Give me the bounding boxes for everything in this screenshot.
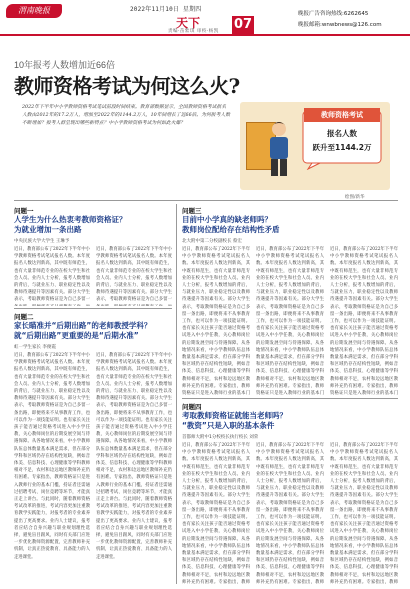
graphic-caption: 绘图/新华: [345, 195, 365, 200]
section-title: 天下: [176, 16, 201, 30]
q4-byline: 首都师大附中1分校校长执行校长 刘荣: [182, 435, 259, 440]
headline-lead: 2022年下半年中小学教师资格考试笔试前段时间结束。教育部数据显示，全国教师资格考试报名人数由2012年的17.2万人，增加至2022年的1144.2万人，10年间增长了近66倍。为何报考人数不断增加？报考人群呈现出哪些新特点？中小学教师资格考试为何如此火爆？: [22, 105, 230, 126]
graphic-title: 教师资格考试: [304, 108, 380, 122]
q4-body-col3: 近日，教育部公布了2022年下半年中小学教师资格考试笔试报名人数。本年度报名人数达到新高，其中既有师范生，也有大量非师范专业的在校大学生和社会人员。业内人士分析，报考人数增加的背后，与就业压力、职业稳定性以及教师待遇提升等因素有关。部分大学生表示，考取教师资格证是为自己多留一条出路，即便将来不从事教育工作，也可以作为一项技能证明。也有家长关注孩子能否通过资格考试进入中小学任教，关心教师岗位的后期发展空间与待遇保障。从各地情况来看，中小学教师队伍总体数量基本满足需求，但在部分学科和区域仍存在结构性短缺，例如音体美、信息科技、心理健康等学科教师相对不足，农村和边远地区教师补充仍有困难。专家指出，教师: [330, 443, 398, 584]
q3-body-col3: 近日，教育部公布了2022年下半年中小学教师资格考试笔试报名人数。本年度报名人数达到新高，其中既有师范生，也有大量非师范专业的在校大学生和社会人员。业内人士分析，报考人数增加的背后，与就业压力、职业稳定性以及教师待遇提升等因素有关。部分大学生表示，考取教师资格证是为自己多留一条出路，即便将来不从事教育工作，也可以作为一项技能证明。也有家长关注孩子能否通过资格考试进入中小学任教，关心教师岗位的后期发展空间与待遇保障。从各地情况来看，中小学教师队伍总体数量基本满足需求，但在部分学科和区域仍存在结构性短缺，例如音体美、信息科技、心理健康等学科教师相对不足，农村和边远地区教师补充仍有困难。专家指出，教师资格证只是进入教师行业的基本门: [330, 247, 398, 396]
q3-subtitle: 教师岗位配给存在结构性矛盾: [182, 225, 280, 234]
q3-body-col1: 近日，教育部公布了2022年下半年中小学教师资格考试笔试报名人数。本年度报名人数达到新高，其中既有师范生，也有大量非师范专业的在校大学生和社会人员。业内人士分析，报考人数增加的背后，与就业压力、职业稳定性以及教师待遇提升等因素有关。部分大学生表示，考取教师资格证是为自己多留一条出路，即便将来不从事教育工作，也可以作为一项技能证明。也有家长关注孩子能否通过资格考试进入中小学任教，关心教师岗位的后期发展空间与待遇保障。从各地情况来看，中小学教师队伍总体数量基本满足需求，但在部分学科和区域仍存在结构性短缺，例如音体美、信息科技、心理健康等学科教师相对不足，农村和边远地区教师补充仍有困难。专家指出，教师资格证只是进入教师行业的基本门: [182, 247, 250, 396]
q4-body-col2: 近日，教育部公布了2022年下半年中小学教师资格考试笔试报名人数。本年度报名人数达到新高，其中既有师范生，也有大量非师范专业的在校大学生和社会人员。业内人士分析，报考人数增加的背后，与就业压力、职业稳定性以及教师待遇提升等因素有关。部分大学生表示，考取教师资格证是为自己多留一条出路，即便将来不从事教育工作，也可以作为一项技能证明。也有家长关注孩子能否通过资格考试进入中小学任教，关心教师岗位的后期发展空间与待遇保障。从各地情况来看，中小学教师队伍总体数量基本满足需求，但在部分学科和区域仍存在结构性短缺，例如音体美、信息科技、心理健康等学科教师相对不足，农村和边远地区教师补充仍有困难。专家指出，教师: [256, 443, 324, 584]
q1-subtitle: 为就业增加一条出路: [14, 225, 82, 234]
ad-hotline: 晚报广告咨询热线:6262645: [298, 11, 369, 17]
masthead: [0, 0, 410, 36]
q3-label: 问题三: [182, 207, 202, 215]
q3-body-col2: 近日，教育部公布了2022年下半年中小学教师资格考试笔试报名人数。本年度报名人数达到新高，其中既有师范生，也有大量非师范专业的在校大学生和社会人员。业内人士分析，报考人数增加的背后，与就业压力、职业稳定性以及教师待遇提升等因素有关。部分大学生表示，考取教师资格证是为自己多留一条出路，即便将来不从事教育工作，也可以作为一项技能证明。也有家长关注孩子能否通过资格考试进入中小学任教，关心教师岗位的后期发展空间与待遇保障。从各地情况来看，中小学教师队伍总体数量基本满足需求，但在部分学科和区域仍存在结构性短缺，例如音体美、信息科技、心理健康等学科教师相对不足，农村和边远地区教师补充仍有困难。专家指出，教师资格证只是进入教师行业的基本门: [256, 247, 324, 396]
q4-body-col1: 近日，教育部公布了2022年下半年中小学教师资格考试笔试报名人数。本年度报名人数达到新高，其中既有师范生，也有大量非师范专业的在校大学生和社会人员。业内人士分析，报考人数增加的背后，与就业压力、职业稳定性以及教师待遇提升等因素有关。部分大学生表示，考取教师资格证是为自己多留一条出路，即便将来不从事教育工作，也可以作为一项技能证明。也有家长关注孩子能否通过资格考试进入中小学任教，关心教师岗位的后期发展空间与待遇保障。从各地情况来看，中小学教师队伍总体数量基本满足需求，但在部分学科和区域仍存在结构性短缺，例如音体美、信息科技、心理健康等学科教师相对不足，农村和边远地区教师补充仍有困难。专家指出，教师: [182, 443, 250, 584]
q2-body-col2: 近日，教育部公布了2022年下半年中小学教师资格考试笔试报名人数。本年度报名人数达到新高，其中既有师范生，也有大量非师范专业的在校大学生和社会人员。业内人士分析，报考人数增加的背后，与就业压力、职业稳定性以及教师待遇提升等因素有关。部分大学生表示，考取教师资格证是为自己多留一条出路，即便将来不从事教育工作，也可以作为一项技能证明。也有家长关注孩子能否通过资格考试进入中小学任教，关心教师岗位的后期发展空间与待遇保障。从各地情况来看，中小学教师队伍总体数量基本满足需求，但在部分学科和区域仍存在结构性短缺，例如音体美、信息科技、心理健康等学科教师相对不足，农村和边远地区教师补充仍有困难。专家指出，教师资格证只是进入教师行业的基本门槛，持证者还需通过招聘考试、岗位竞聘等环节，才能真正走上讲台。与此同时，随着教师资格考试改革的推进，考试内容更加注重教育教学实践能力，对报考者的专业素养提出了更高要求。业内人士建议，报考者应结合自身兴趣与职业规划理性选择，避免盲目跟风，同时有关部门应进一步优化教师资源配置，完善教师补充机制，让真正热爱教育、具备能力的人走进课堂。: [96, 353, 172, 560]
divider: [14, 200, 398, 201]
date-line: 2022年11月10日 星期四: [130, 6, 202, 13]
illustration: [240, 102, 390, 190]
q1-byline: 中央民族大学大学生 王琳予: [14, 239, 70, 244]
q4-label: 问题四: [182, 403, 202, 411]
q3-title: 目前中小学真的缺老师吗？: [182, 215, 272, 224]
q2-byline: 虹一学生家长 李俊霞: [14, 345, 56, 350]
person-icon: [262, 120, 296, 178]
newspaper-logo: 渭南晚报: [6, 4, 62, 18]
q2-body-col1: 近日，教育部公布了2022年下半年中小学教师资格考试笔试报名人数。本年度报名人数达到新高，其中既有师范生，也有大量非师范专业的在校大学生和社会人员。业内人士分析，报考人数增加的背后，与就业压力、职业稳定性以及教师待遇提升等因素有关。部分大学生表示，考取教师资格证是为自己多留一条出路，即便将来不从事教育工作，也可以作为一项技能证明。也有家长关注孩子能否通过资格考试进入中小学任教，关心教师岗位的后期发展空间与待遇保障。从各地情况来看，中小学教师队伍总体数量基本满足需求，但在部分学科和区域仍存在结构性短缺，例如音体美、信息科技、心理健康等学科教师相对不足，农村和边远地区教师补充仍有困难。专家指出，教师资格证只是进入教师行业的基本门槛，持证者还需通过招聘考试、岗位竞聘等环节，才能真正走上讲台。与此同时，随着教师资格考试改革的推进，考试内容更加注重教育教学实践能力，对报考者的专业素养提出了更高要求。业内人士建议，报考者应结合自身兴趣与职业规划理性选择，避免盲目跟风，同时有关部门应进一步优化教师资源配置，完善教师补充机制，让真正热爱教育、具备能力的人走进课堂。: [14, 353, 90, 560]
q1-title: 人学生为什么热衷考教师资格证？: [14, 215, 127, 224]
q1-label: 问题一: [14, 207, 34, 215]
q2-title: 家长瞄准并“后期出路”的老师教授学科？: [14, 321, 152, 330]
q1-body-col2: 近日，教育部公布了2022年下半年中小学教师资格考试笔试报名人数。本年度报名人数达到新高，其中既有师范生，也有大量非师范专业的在校大学生和社会人员。业内人士分析，报考人数增加的背后，与就业压力、职业稳定性以及教师待遇提升等因素有关。部分大学生表示，考取教师资格证是为自己多留一: [96, 247, 172, 303]
q4-subtitle: “教资”只是入职的基本条件: [182, 421, 275, 430]
q2-subtitle: 就“后期出路”更重要的是“后期水准”: [14, 331, 139, 340]
q4-title: 考取教师资格证就能当老师吗？: [182, 411, 287, 420]
divider: [14, 308, 172, 309]
column-divider: [176, 204, 177, 584]
page-number: 07: [233, 17, 253, 32]
q3-byline: 北大附中第二分校副校长 蔡宏: [182, 239, 242, 244]
divider: [182, 398, 398, 399]
section-editors: 责编·苗紫琪 审校·杨凯: [168, 29, 219, 34]
q1-body-col1: 近日，教育部公布了2022年下半年中小学教师资格考试笔试报名人数。本年度报名人数达到新高，其中既有师范生，也有大量非师范专业的在校大学生和社会人员。业内人士分析，报考人数增加的背后，与就业压力、职业稳定性以及教师待遇提升等因素有关。部分大学生表示，考取教师资格证是为自己多留一: [14, 247, 90, 303]
editor-email: 晚报邮箱:wnwbnews@126.com: [298, 22, 382, 28]
graphic-line-1: 报名人数: [327, 129, 357, 138]
headline-kicker: 10年报考人数增加近66倍: [14, 60, 116, 70]
headline-title: 教师资格考试为何这么火?: [14, 74, 240, 98]
graphic-line-2: 跃升至1144.2万: [312, 143, 372, 152]
q2-label: 问题二: [14, 313, 34, 321]
